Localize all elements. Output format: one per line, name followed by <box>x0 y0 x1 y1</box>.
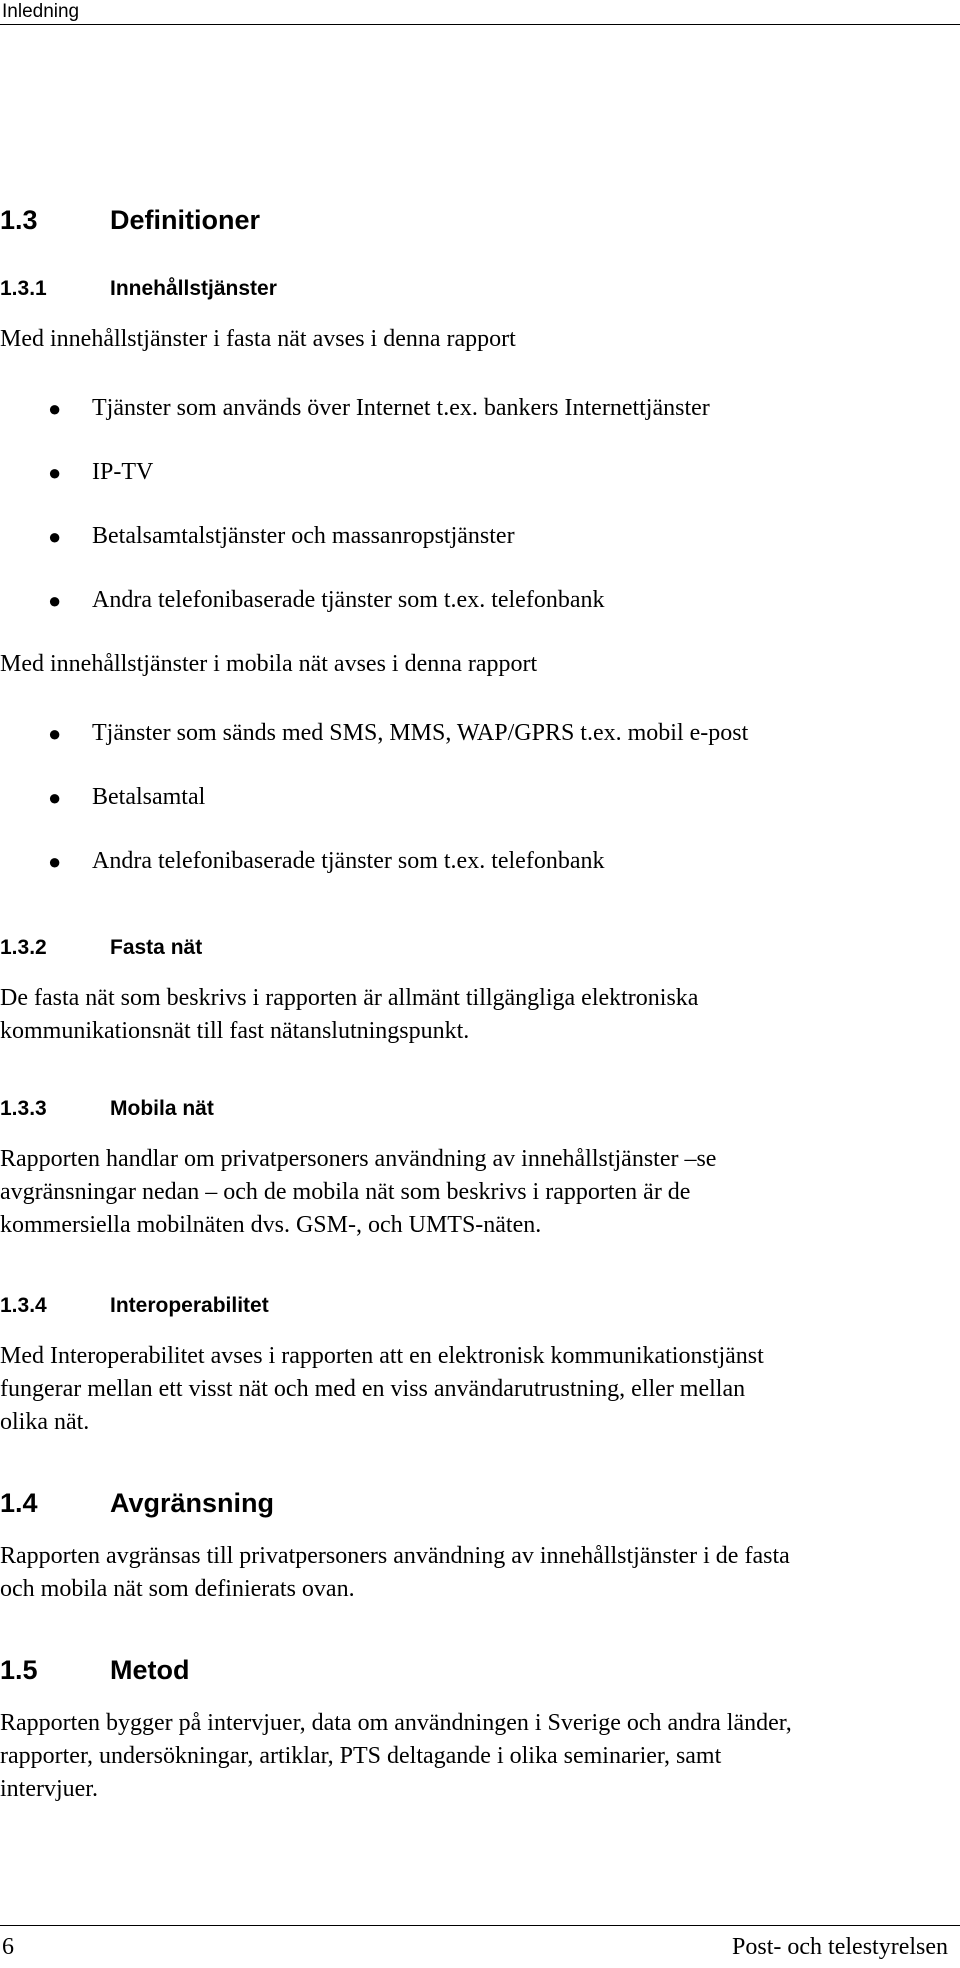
heading-1-3 <box>0 204 260 236</box>
paragraph-mobile-intro: Med innehållstjänster i mobila nät avses i denna rapport <box>0 651 538 677</box>
list-item <box>0 520 955 553</box>
heading-1-5 <box>0 1654 189 1686</box>
paragraph-interoperabilitet-line: Med Interoperabilitet avses i rapporten att en elektronisk kommunikationstjänst <box>0 1343 764 1369</box>
list-item-text: IP-TV <box>92 459 154 485</box>
list-item <box>0 845 955 878</box>
list-item-text: Andra telefonibaserade tjänster som t.ex. telefonbank <box>92 848 605 874</box>
heading-1-3-2 <box>0 935 202 961</box>
paragraph-metod-line: Rapporten bygger på intervjuer, data om användningen i Sverige och andra länder, <box>0 1710 792 1736</box>
list-item-text: Tjänster som sänds med SMS, MMS, WAP/GPRS t.ex. mobil e-post <box>92 720 749 746</box>
list-item-text: Betalsamtal <box>92 784 206 810</box>
list-item <box>0 781 955 814</box>
heading-number: 1.3.2 <box>0 936 47 959</box>
paragraph-mobila-nat-line: kommersiella mobilnäten dvs. GSM-, och UMTS-näten. <box>0 1212 542 1238</box>
list-item-text: Betalsamtalstjänster och massanropstjänster <box>92 523 515 549</box>
bullet-icon: ● <box>48 785 62 810</box>
heading-1-3-4 <box>0 1293 269 1319</box>
heading-number: 1.3.1 <box>0 277 47 300</box>
paragraph-interoperabilitet-line: olika nät. <box>0 1409 90 1435</box>
heading-title: Interoperabilitet <box>110 1294 269 1317</box>
list-item-text: Tjänster som används över Internet t.ex. bankers Internettjänster <box>92 395 710 421</box>
heading-number: 1.4 <box>0 1488 38 1518</box>
publisher-name: Post- och telestyrelsen <box>732 1934 948 1960</box>
paragraph-mobila-nat-line: Rapporten handlar om privatpersoners användning av innehållstjänster –se <box>0 1146 717 1172</box>
bullet-icon: ● <box>48 460 62 485</box>
page-footer <box>0 1925 960 1968</box>
paragraph-interoperabilitet-line: fungerar mellan ett visst nät och med en viss användarutrustning, eller mellan <box>0 1376 746 1402</box>
heading-title: Fasta nät <box>110 936 203 959</box>
heading-title: Metod <box>110 1655 190 1685</box>
heading-1-3-1 <box>0 276 277 302</box>
footer-divider <box>0 1925 960 1926</box>
paragraph-metod-line: rapporter, undersökningar, artiklar, PTS deltagande i olika seminarier, samt <box>0 1743 722 1769</box>
bullet-icon: ● <box>48 588 62 613</box>
heading-title: Mobila nät <box>110 1097 214 1120</box>
paragraph-metod-line: intervjuer. <box>0 1776 98 1802</box>
paragraph-fasta-nat-line: kommunikationsnät till fast nätanslutningspunkt. <box>0 1018 470 1044</box>
bullet-icon: ● <box>48 721 62 746</box>
heading-number: 1.3.4 <box>0 1294 47 1317</box>
paragraph-avgransning-line: Rapporten avgränsas till privatpersoners användning av innehållstjänster i de fasta <box>0 1543 790 1569</box>
heading-number: 1.5 <box>0 1655 38 1685</box>
list-item <box>0 584 955 617</box>
paragraph-fasta-nat-line: De fasta nät som beskrivs i rapporten är allmänt tillgängliga elektroniska <box>0 985 699 1011</box>
running-header-title: Inledning <box>2 1 80 22</box>
page-number: 6 <box>2 1934 14 1960</box>
list-item <box>0 392 955 425</box>
heading-1-3-3 <box>0 1096 214 1122</box>
paragraph-fixed-intro: Med innehållstjänster i fasta nät avses i denna rapport <box>0 326 516 352</box>
bullet-icon: ● <box>48 396 62 421</box>
paragraph-mobila-nat-line: avgränsningar nedan – och de mobila nät som beskrivs i rapporten är de <box>0 1179 691 1205</box>
list-item <box>0 717 955 750</box>
heading-number: 1.3 <box>0 205 38 235</box>
list-item-text: Andra telefonibaserade tjänster som t.ex. telefonbank <box>92 587 605 613</box>
paragraph-avgransning-line: och mobila nät som definierats ovan. <box>0 1576 355 1602</box>
bullet-icon: ● <box>48 849 62 874</box>
heading-title: Definitioner <box>110 205 261 235</box>
bullet-icon: ● <box>48 524 62 549</box>
heading-number: 1.3.3 <box>0 1097 47 1120</box>
running-header <box>0 0 960 26</box>
header-divider <box>0 24 960 25</box>
heading-title: Innehållstjänster <box>110 277 277 300</box>
heading-1-4 <box>0 1487 274 1519</box>
heading-title: Avgränsning <box>110 1488 275 1518</box>
list-item <box>0 456 955 489</box>
